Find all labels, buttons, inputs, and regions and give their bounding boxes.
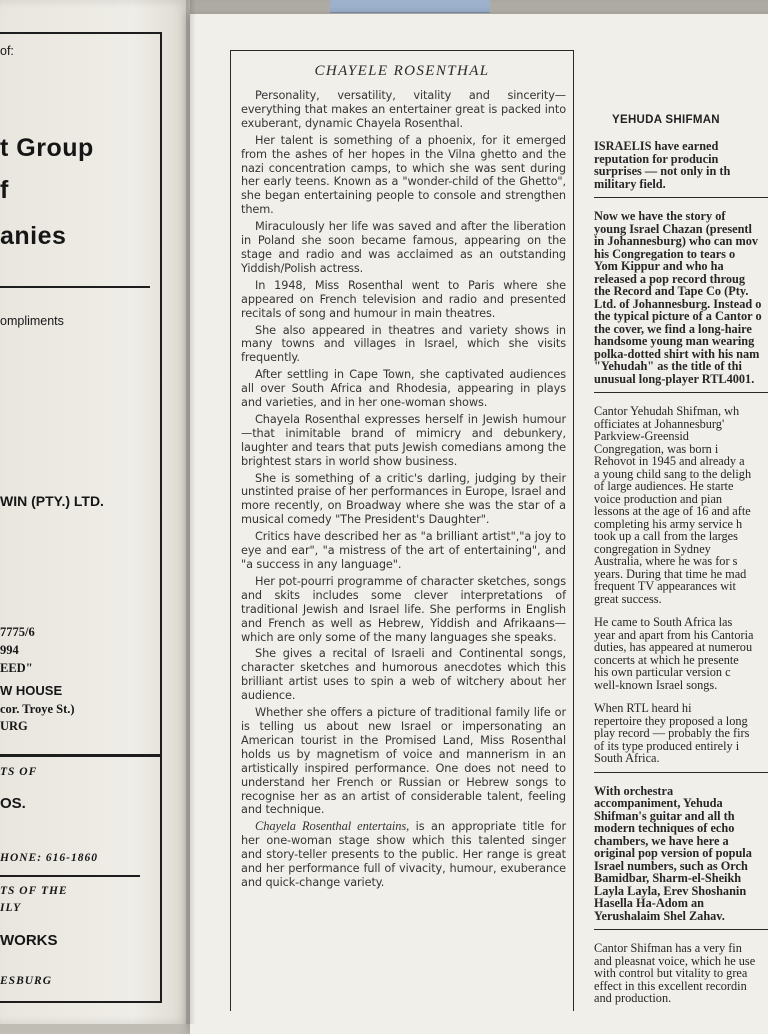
article-paragraph: After settling in Cape Town, she captivated audiences all over South Africa and Rhodesia, appearing in plays and varieties, and in her one-woman shows. (241, 368, 566, 410)
right-article-line: Cantor Yehudah Shifman, wh (594, 404, 740, 418)
right-article-line: released a pop record throug (594, 271, 745, 286)
right-article-line: Rehovot in 1945 and already a (594, 454, 745, 468)
article-body (241, 89, 566, 893)
right-article-line: concerts at which he presente (594, 652, 739, 667)
page-fold-shadow (186, 0, 196, 1024)
right-article-line: unusual long-player RTL4001. (594, 371, 755, 386)
right-article-line: Yerushalaim Shel Zahav. (594, 908, 725, 923)
right-article-line: lessons at the age of 16 and afte (594, 504, 751, 518)
right-article-line: Parkview-Greensid (594, 429, 689, 443)
right-article-line: accompaniment, Yehuda (594, 796, 723, 810)
right-article-line: his Congregation to tears o (594, 246, 736, 261)
left-compliments: ompliments (0, 314, 64, 328)
right-article-line: of its type produced entirely i (594, 738, 740, 753)
left-phone1: 7775/6 (0, 625, 35, 639)
article-paragraph: Critics have described her as "a brilliant artist","a joy to eye and ear", "a mistress of the art of entertaining", and "a success in any language". (241, 530, 566, 571)
left-group-line3: anies (0, 222, 67, 250)
right-article-line: Yom Kippur and who ha (594, 259, 724, 273)
right-article-line: polka-dotted shirt with his nam (594, 346, 760, 361)
right-article-line: the typical picture of a Cantor o (594, 309, 762, 323)
left-street: cor. Troye St.) (0, 702, 75, 716)
right-article-line: Bamidbar, Sharm-el-Sheikh (594, 871, 742, 885)
right-article-line: surprises — not only in th (594, 164, 731, 178)
left-box2-line4: ILY (0, 902, 22, 914)
right-article-line: the cover, we find a long-haire (594, 321, 752, 336)
right-article-line: great success. (594, 591, 662, 606)
right-article-line: military field. (594, 176, 666, 191)
article-closing-paragraph (241, 820, 566, 890)
left-group-line2: f (0, 176, 9, 204)
right-article-line: Now we have the story of (594, 209, 726, 223)
left-header: of: (0, 44, 14, 58)
right-article-line: Ltd. of Johannesburg. Instead o (594, 296, 762, 311)
right-rule (594, 197, 768, 198)
right-block (594, 405, 768, 605)
right-article-line: year and apart from his Cantoria (594, 627, 754, 642)
right-article-line: He came to South Africa las (594, 615, 733, 629)
left-speed: EED" (0, 661, 33, 675)
right-article-body (594, 140, 768, 1016)
right-article-line: effect in this excellent recordin (594, 978, 747, 993)
left-box2-phone: HONE: 616-1860 (0, 852, 99, 864)
left-phone2: 994 (0, 643, 19, 657)
left-box2-line3: TS OF THE (0, 885, 68, 897)
article-yehuda-shifman (590, 50, 768, 1010)
left-divider (0, 286, 150, 288)
article-paragraph: She also appeared in theatres and variety shows in many towns and villages in Israel, which she visits frequently. (241, 323, 566, 365)
right-article-line: frequent TV appearances wit (594, 579, 736, 593)
right-article-line: and production. (594, 991, 672, 1005)
right-article-line: congregation in Sydney (594, 541, 711, 556)
left-box2-line2: OS. (0, 795, 26, 812)
right-article-line: took up a call from the larges (594, 529, 738, 543)
right-article-line: "Yehudah" as the title of thi (594, 359, 742, 373)
left-ad-box-2 (0, 755, 162, 1003)
right-block (594, 942, 768, 1005)
right-rule (594, 392, 768, 393)
right-article-line: With orchestra (594, 783, 674, 798)
right-article-line: ISRAELIS have earned (594, 139, 719, 153)
right-article-line: reputation for producin (594, 151, 719, 166)
article-paragraph: Her talent is something of a phoenix, for it emerged from the ashes of her hopes in the Vilna ghetto and the nazi concentration camps, to which she was sent during her early teens. Known as a "wonder-child of the Ghetto", she began entertaining people to console and strengthen them. (241, 133, 566, 217)
right-article-line: his own particular version c (594, 665, 731, 679)
article-paragraph: Whether she offers a picture of traditional family life or is telling us about new Israel or impersonating an American tourist in the Promised Land, Miss Rosenthal holds us by magnetism of voice and mannerism in an artistically inspired performance. One does not need to understand her French or Russian or Hebrew songs to recognise her as an artist of considerable talent, feeling and technique. (241, 706, 566, 817)
left-box2-city: ESBURG (0, 975, 53, 987)
right-article-line: modern techniques of echo (594, 821, 735, 835)
right-article-line: of large audiences. He starte (594, 479, 734, 493)
left-house: W HOUSE (0, 683, 63, 698)
article-paragraph: Personality, versatility, vitality and sincerity—everything that makes an entertainer great is packed into exuberant, dynamic Chayela Rosenthal. (241, 89, 566, 130)
article-paragraph: Chayela Rosenthal expresses herself in Jewish humour—that inimitable brand of mimicry and debunkery, laughter and tears that puts Jewish comedians among the brightest stars in world show business. (241, 412, 566, 468)
right-article-line: Hasella Ha-Adom an (594, 896, 704, 910)
blue-cover-edge (330, 0, 490, 13)
right-article-line: well-known Israel songs. (594, 677, 718, 692)
right-block (594, 785, 768, 923)
closing-rest: is an appropriate title for her one-woman stage show which this talented singer and story-teller presents to the public. Her range is great and her performance full of vivacity, humour, exuberance and quick-change variety. (241, 820, 566, 889)
article-title: CHAYELE ROSENTHAL (314, 63, 490, 79)
right-article-line: in Johannesburg) who can mov (594, 234, 758, 248)
right-article-line: chambers, we have here a (594, 833, 729, 848)
right-block (594, 210, 768, 385)
right-article-line: young Israel Chazan (presentl (594, 221, 752, 236)
right-article-line: When RTL heard hi (594, 701, 692, 715)
right-article-line: Cantor Shifman has a very fin (594, 941, 742, 955)
right-block (594, 702, 768, 765)
right-article-line: Layla Layla, Erev Shoshanin (594, 883, 747, 898)
right-article-line: officiates at Johannesburg' (594, 416, 725, 431)
right-article-line: Australia, where he was for s (594, 554, 738, 568)
left-group-line1: t Group (0, 134, 94, 162)
right-article-line: play record — probably the firs (594, 726, 750, 740)
right-article-line: the Record and Tape Co (Pty. (594, 284, 749, 298)
article-chayele-rosenthal (230, 50, 574, 1011)
main-page (190, 14, 768, 1034)
right-article-line: voice production and pian (594, 491, 723, 506)
right-article-line: with control but vitality to grea (594, 966, 748, 980)
article-paragraph: Miraculously her life was saved and after the liberation in Poland she soon became famous, appearing on the stage and radio and was acclaimed as an outstanding Yiddish/Polish actress. (241, 220, 566, 275)
article-paragraph: She is something of a critic's darling, judging by their unstinted praise of her performances in Europe, Israel and more recently, on Broadway where she was the star of a musical comedy "The President's Daughter". (241, 471, 566, 527)
left-box2-works: WORKS (0, 932, 58, 949)
right-article-line: completing his army service h (594, 516, 743, 531)
left-box2-divider (0, 875, 140, 877)
right-block (594, 616, 768, 691)
right-rule (594, 772, 768, 773)
article-paragraph: In 1948, Miss Rosenthal went to Paris where she appeared on French television and radio and presented recitals of song and humour in main theatres. (241, 278, 566, 320)
left-page (0, 0, 190, 1024)
right-article-line: Shifman's guitar and all th (594, 808, 735, 823)
right-article-line: duties, has appeared at numerou (594, 640, 753, 654)
right-article-line: Congregation, was born i (594, 441, 719, 456)
right-article-line: South Africa. (594, 751, 660, 765)
right-article-line: Israel numbers, such as Orch (594, 858, 748, 873)
right-article-line: years. During that time he mad (594, 566, 747, 581)
closing-lead: Chayela Rosenthal entertains, (255, 819, 410, 834)
article-paragraph: She gives a recital of Israeli and Continental songs, character sketches and humorous anecdotes which this brilliant artist uses to spin a web of witchery about her audience. (241, 647, 566, 703)
right-article-line: handsome young man wearing (594, 334, 755, 348)
left-city: URG (0, 719, 28, 733)
right-article-title: YEHUDA SHIFMAN (612, 114, 720, 126)
right-block (594, 140, 768, 190)
left-box2-line1: TS OF (0, 766, 38, 778)
right-article-line: original pop version of popula (594, 846, 752, 860)
left-company: WIN (PTY.) LTD. (0, 493, 104, 509)
right-rule (594, 929, 768, 930)
right-article-line: and pleasnat voice, which he use (594, 953, 756, 968)
right-article-line: repertoire they proposed a long (594, 713, 748, 728)
right-article-line: a young child sang to the deligh (594, 466, 752, 481)
article-paragraph: Her pot-pourri programme of character sketches, songs and skits includes some clever interpretations of traditional Jewish and Israel life. She performs in English and French as well as Hebrew, Yiddish and Afrikaans—which are only some of the many languages she speaks. (241, 574, 566, 644)
